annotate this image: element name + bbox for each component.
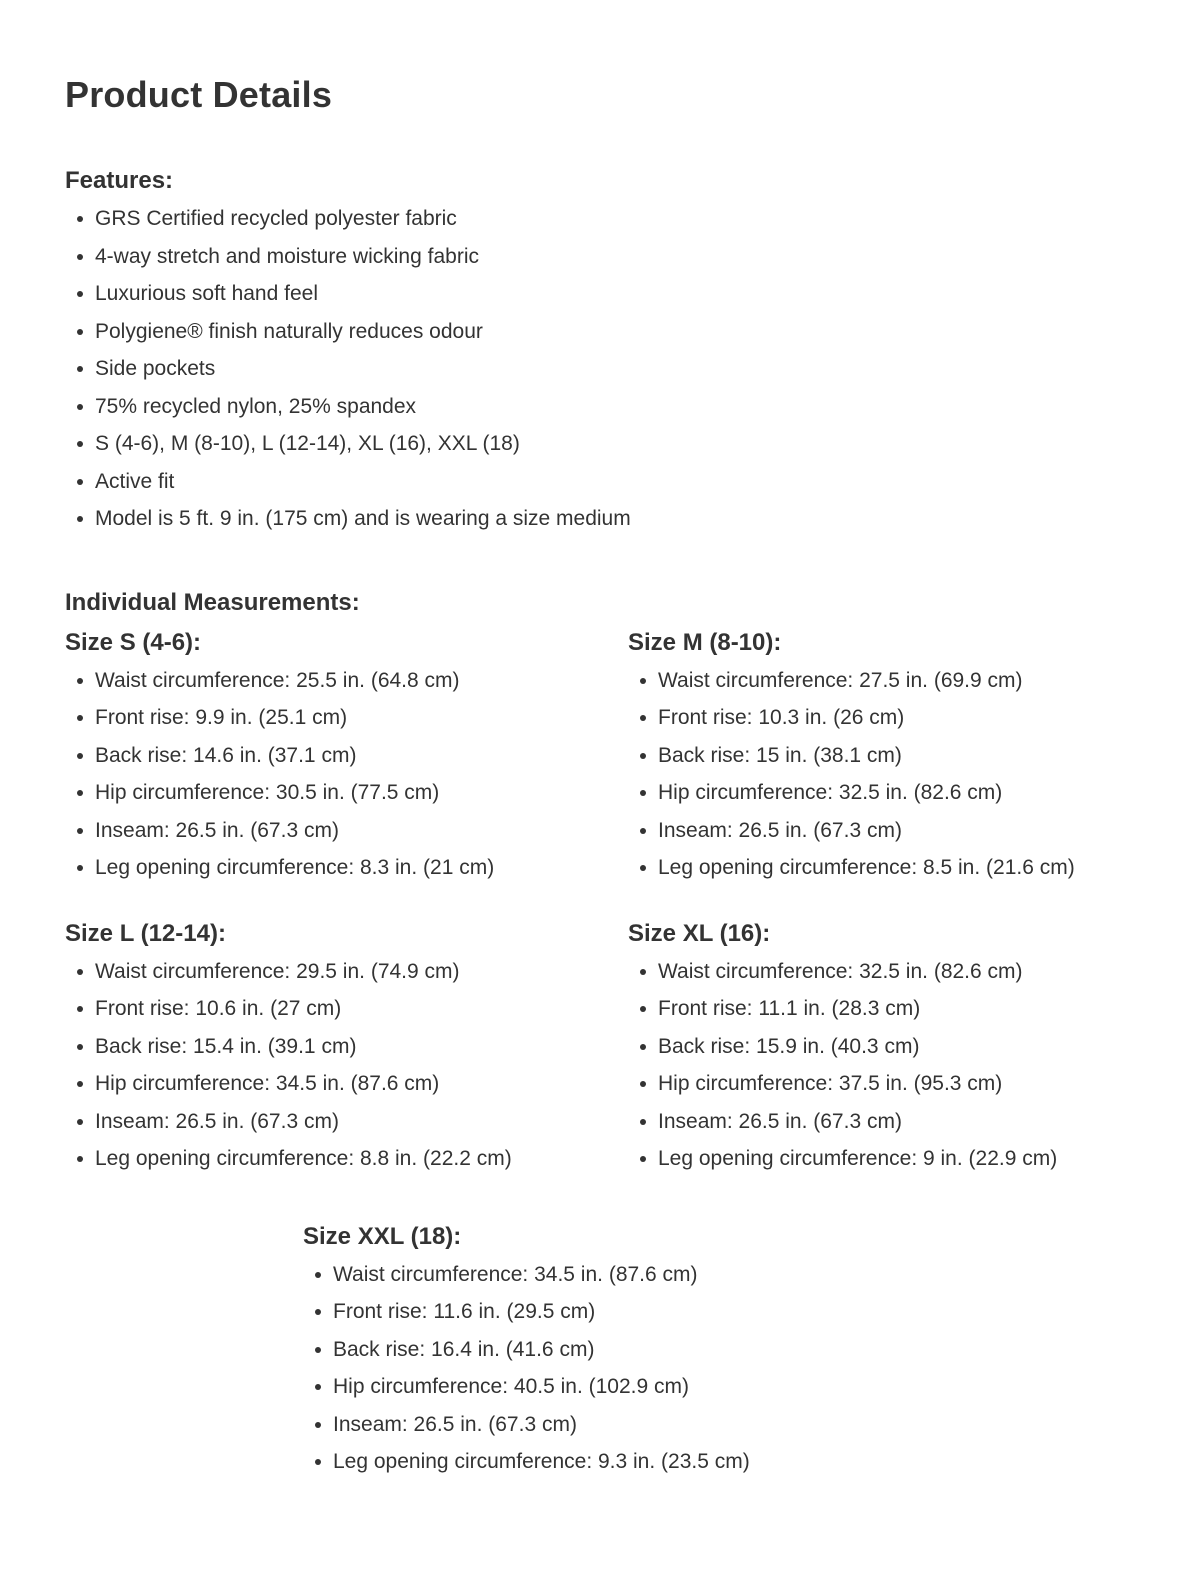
list-item: GRS Certified recycled polyester fabric xyxy=(65,200,1183,238)
features-section xyxy=(65,166,1183,538)
size-xxl-list xyxy=(303,1256,1183,1481)
list-item: Front rise: 10.3 in. (26 cm) xyxy=(628,699,1183,737)
list-item: Back rise: 15 in. (38.1 cm) xyxy=(628,737,1183,775)
size-s-heading: Size S (4-6): xyxy=(65,628,202,656)
list-item: Back rise: 15.9 in. (40.3 cm) xyxy=(628,1028,1183,1066)
size-section-xl xyxy=(628,919,1183,1178)
list-item: Hip circumference: 40.5 in. (102.9 cm) xyxy=(303,1368,1183,1406)
size-section-s xyxy=(65,628,628,887)
list-item: Leg opening circumference: 9.3 in. (23.5 cm) xyxy=(303,1443,1183,1481)
features-heading: Features: xyxy=(65,167,174,194)
list-item: Front rise: 10.6 in. (27 cm) xyxy=(65,990,628,1028)
list-item: Back rise: 15.4 in. (39.1 cm) xyxy=(65,1028,628,1066)
list-item: Inseam: 26.5 in. (67.3 cm) xyxy=(628,812,1183,850)
size-m-list xyxy=(628,662,1183,887)
list-item: Waist circumference: 34.5 in. (87.6 cm) xyxy=(303,1256,1183,1294)
size-xxl-heading: Size XXL (18): xyxy=(303,1222,462,1250)
measurements-grid xyxy=(65,628,1183,1178)
list-item: Hip circumference: 34.5 in. (87.6 cm) xyxy=(65,1065,628,1103)
list-item: Inseam: 26.5 in. (67.3 cm) xyxy=(303,1406,1183,1444)
list-item: Active fit xyxy=(65,463,1183,501)
list-item: Inseam: 26.5 in. (67.3 cm) xyxy=(65,1103,628,1141)
size-l-heading: Size L (12-14): xyxy=(65,919,226,947)
list-item: Waist circumference: 29.5 in. (74.9 cm) xyxy=(65,953,628,991)
list-item: Front rise: 9.9 in. (25.1 cm) xyxy=(65,699,628,737)
size-section-m xyxy=(628,628,1183,887)
list-item: Leg opening circumference: 8.3 in. (21 cm) xyxy=(65,849,628,887)
size-m-heading: Size M (8-10): xyxy=(628,628,782,656)
list-item: Model is 5 ft. 9 in. (175 cm) and is wearing a size medium xyxy=(65,500,1183,538)
list-item: Hip circumference: 37.5 in. (95.3 cm) xyxy=(628,1065,1183,1103)
list-item: Side pockets xyxy=(65,350,1183,388)
list-item: Front rise: 11.1 in. (28.3 cm) xyxy=(628,990,1183,1028)
size-l-list xyxy=(65,953,628,1178)
list-item: Back rise: 16.4 in. (41.6 cm) xyxy=(303,1331,1183,1369)
list-item: Hip circumference: 32.5 in. (82.6 cm) xyxy=(628,774,1183,812)
list-item: Leg opening circumference: 9 in. (22.9 cm) xyxy=(628,1140,1183,1178)
measurements-section xyxy=(65,588,1183,1481)
list-item: Inseam: 26.5 in. (67.3 cm) xyxy=(65,812,628,850)
list-item: Leg opening circumference: 8.8 in. (22.2 cm) xyxy=(65,1140,628,1178)
list-item: 75% recycled nylon, 25% spandex xyxy=(65,388,1183,426)
list-item: Waist circumference: 27.5 in. (69.9 cm) xyxy=(628,662,1183,700)
list-item: Waist circumference: 32.5 in. (82.6 cm) xyxy=(628,953,1183,991)
size-section-l xyxy=(65,919,628,1178)
size-section-xxl xyxy=(303,1222,1183,1481)
list-item: 4-way stretch and moisture wicking fabric xyxy=(65,238,1183,276)
list-item: Polygiene® finish naturally reduces odour xyxy=(65,313,1183,351)
size-xl-heading: Size XL (16): xyxy=(628,919,771,947)
list-item: Front rise: 11.6 in. (29.5 cm) xyxy=(303,1293,1183,1331)
size-xl-list xyxy=(628,953,1183,1178)
list-item: Leg opening circumference: 8.5 in. (21.6 cm) xyxy=(628,849,1183,887)
features-list xyxy=(65,200,1183,538)
page-title: Product Details xyxy=(65,74,333,115)
list-item: Hip circumference: 30.5 in. (77.5 cm) xyxy=(65,774,628,812)
measurements-heading: Individual Measurements: xyxy=(65,588,360,616)
size-s-list xyxy=(65,662,628,887)
list-item: Back rise: 14.6 in. (37.1 cm) xyxy=(65,737,628,775)
list-item: Luxurious soft hand feel xyxy=(65,275,1183,313)
list-item: Inseam: 26.5 in. (67.3 cm) xyxy=(628,1103,1183,1141)
list-item: Waist circumference: 25.5 in. (64.8 cm) xyxy=(65,662,628,700)
list-item: S (4-6), M (8-10), L (12-14), XL (16), XXL (18) xyxy=(65,425,1183,463)
